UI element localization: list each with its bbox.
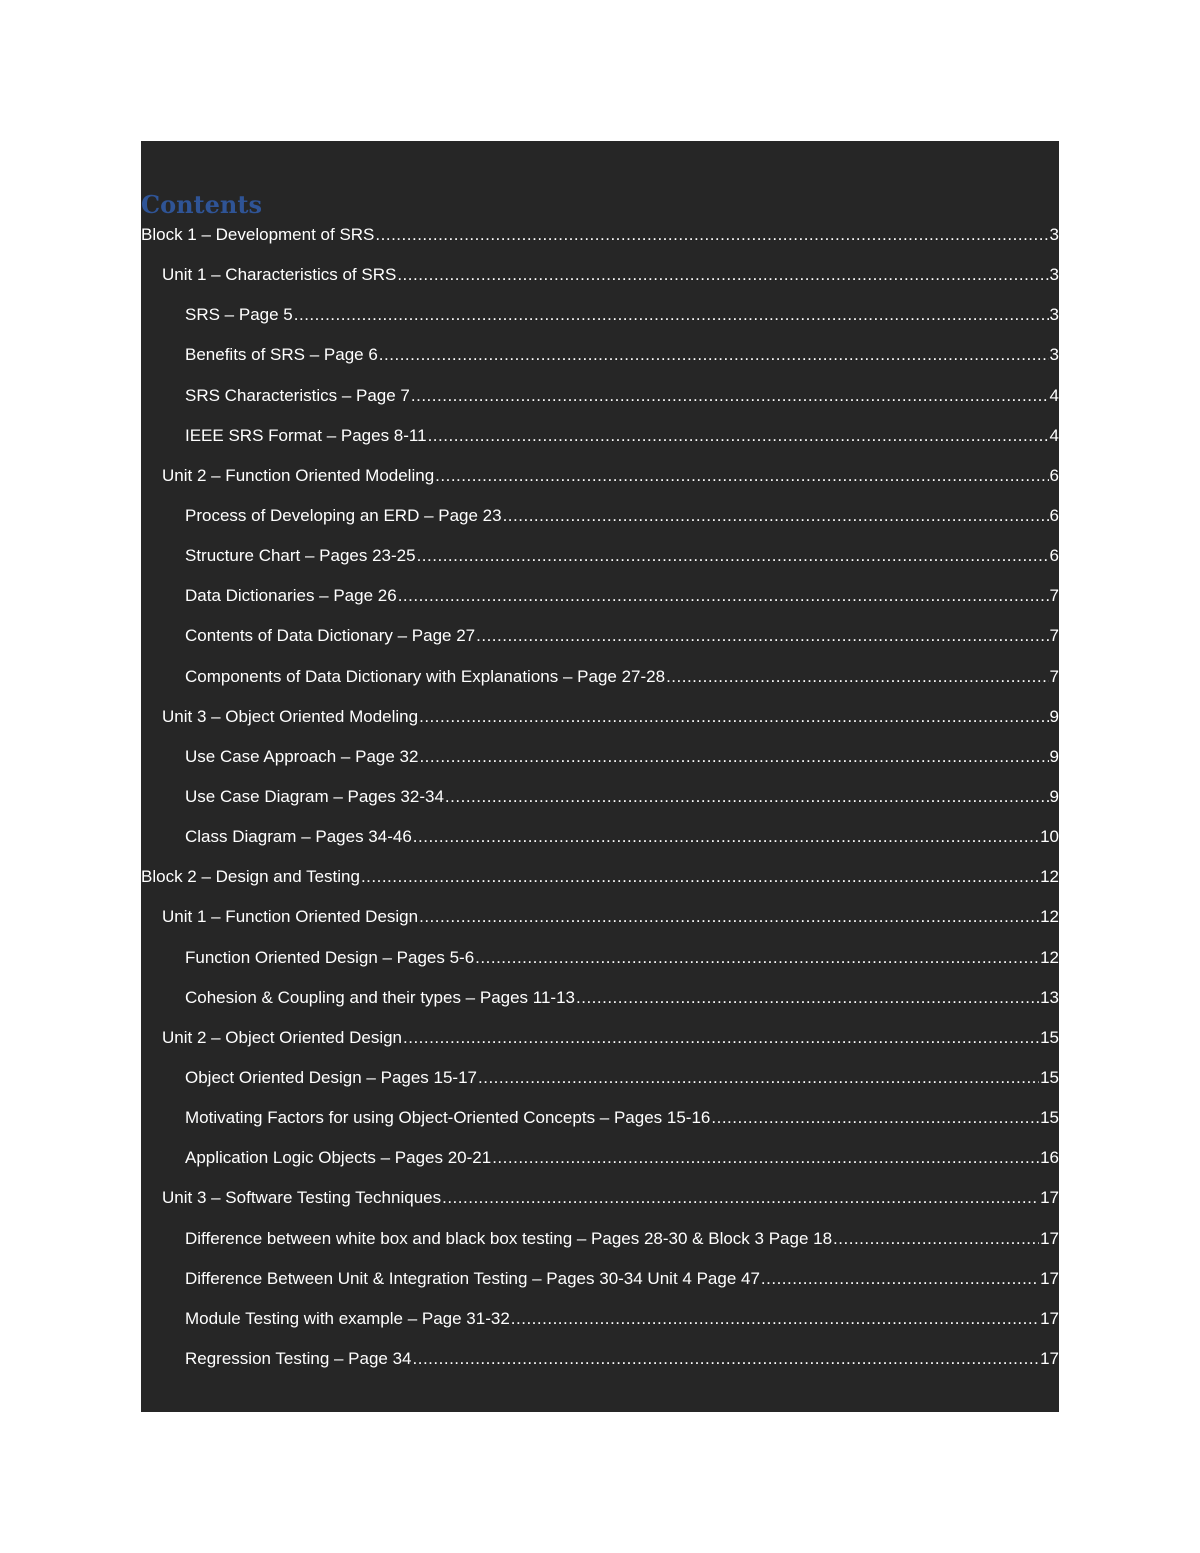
- toc-entry-text: Process of Developing an ERD – Page 23: [185, 505, 502, 525]
- toc-entry-text: Unit 1 – Characteristics of SRS: [162, 265, 397, 285]
- toc-page-number: 4: [1049, 425, 1059, 445]
- toc-page-number: 17: [1040, 1268, 1059, 1288]
- toc-entry[interactable]: [141, 546, 1059, 586]
- toc-dot-leader: [294, 305, 1049, 325]
- toc-entry[interactable]: [141, 626, 1059, 666]
- toc-page-number: 9: [1049, 746, 1059, 766]
- toc-entry-text: Unit 2 – Function Oriented Modeling: [162, 465, 435, 485]
- toc-dot-leader: [361, 867, 1039, 887]
- toc-entry[interactable]: [141, 225, 1059, 265]
- toc-dot-leader: [411, 386, 1049, 406]
- toc-page-number: 7: [1049, 586, 1059, 606]
- toc-page-number: 15: [1040, 1108, 1059, 1128]
- toc-entry[interactable]: [141, 667, 1059, 707]
- toc-entry[interactable]: [141, 1229, 1059, 1269]
- toc-entry[interactable]: [141, 426, 1059, 466]
- toc-entry-text: Use Case Approach – Page 32: [185, 746, 419, 766]
- toc-dot-leader: [413, 827, 1039, 847]
- toc-page-number: 3: [1049, 265, 1059, 285]
- toc-page-number: 16: [1040, 1148, 1059, 1168]
- toc-entry[interactable]: [141, 747, 1059, 787]
- toc-page-number: 3: [1049, 305, 1059, 325]
- toc-page-number: 6: [1049, 465, 1059, 485]
- toc-entry[interactable]: [141, 1349, 1059, 1389]
- toc-dot-leader: [375, 225, 1048, 245]
- toc-entry[interactable]: [141, 506, 1059, 546]
- toc-dot-leader: [475, 948, 1039, 968]
- toc-dot-leader: [403, 1028, 1039, 1048]
- toc-entry[interactable]: [141, 827, 1059, 867]
- toc-page-number: 9: [1049, 786, 1059, 806]
- toc-entry[interactable]: [141, 707, 1059, 747]
- toc-title: Contents: [141, 190, 262, 219]
- toc-page-number: 6: [1049, 505, 1059, 525]
- toc-entry-text: Block 2 – Design and Testing: [141, 867, 360, 887]
- toc-dot-leader: [398, 586, 1049, 606]
- toc-entry[interactable]: [141, 1028, 1059, 1068]
- toc-dot-leader: [379, 345, 1049, 365]
- toc-entry[interactable]: [141, 907, 1059, 947]
- toc-entry[interactable]: [141, 1188, 1059, 1228]
- toc-dot-leader: [413, 1349, 1040, 1369]
- toc-panel: [141, 141, 1059, 1412]
- toc-entry[interactable]: [141, 1108, 1059, 1148]
- toc-dot-leader: [576, 988, 1039, 1008]
- toc-dot-leader: [442, 1188, 1039, 1208]
- toc-page-number: 15: [1040, 1067, 1059, 1087]
- toc-entry-text: SRS Characteristics – Page 7: [185, 385, 410, 405]
- toc-entry[interactable]: [141, 305, 1059, 345]
- toc-dot-leader: [511, 1309, 1039, 1329]
- toc-entry-text: Function Oriented Design – Pages 5-6: [185, 947, 475, 967]
- toc-entry-text: Unit 2 – Object Oriented Design: [162, 1027, 403, 1047]
- toc-entry-text: Block 1 – Development of SRS: [141, 225, 375, 244]
- toc-entry-text: Object Oriented Design – Pages 15-17: [185, 1067, 478, 1087]
- toc-page-number: 12: [1040, 867, 1059, 887]
- toc-entry-text: Difference Between Unit & Integration Testing – Pages 30-34 Unit 4 Page 47: [185, 1268, 760, 1288]
- toc-entry-text: IEEE SRS Format – Pages 8-11: [185, 425, 427, 445]
- toc-dot-leader: [419, 907, 1039, 927]
- toc-dot-leader: [492, 1148, 1039, 1168]
- toc-entry-text: Difference between white box and black box testing – Pages 28-30 & Block 3 Page 18: [185, 1228, 833, 1248]
- toc-dot-leader: [417, 546, 1049, 566]
- toc-entry-text: Motivating Factors for using Object-Oriented Concepts – Pages 15-16: [185, 1108, 711, 1128]
- toc-entry[interactable]: [141, 345, 1059, 385]
- toc-dot-leader: [761, 1269, 1039, 1289]
- toc-dot-leader: [666, 667, 1048, 687]
- toc-entry-text: Application Logic Objects – Pages 20-21: [185, 1148, 492, 1168]
- toc-dot-leader: [476, 626, 1048, 646]
- toc-entry-text: Components of Data Dictionary with Explanations – Page 27-28: [185, 666, 666, 686]
- toc-dot-leader: [419, 747, 1048, 767]
- toc-page-number: 4: [1049, 385, 1059, 405]
- toc-entry[interactable]: [141, 1309, 1059, 1349]
- toc-page-number: 3: [1049, 345, 1059, 365]
- toc-dot-leader: [711, 1108, 1039, 1128]
- toc-list: [141, 225, 1059, 1389]
- toc-page-number: 12: [1040, 947, 1059, 967]
- toc-entry[interactable]: [141, 1068, 1059, 1108]
- toc-page-number: 17: [1040, 1348, 1059, 1368]
- toc-entry-text: Contents of Data Dictionary – Page 27: [185, 626, 476, 646]
- toc-entry-text: Structure Chart – Pages 23-25: [185, 546, 416, 566]
- toc-page-number: 6: [1049, 546, 1059, 566]
- toc-entry-text: SRS – Page 5: [185, 305, 293, 325]
- toc-page-number: 17: [1040, 1188, 1059, 1208]
- toc-entry-text: Unit 3 – Software Testing Techniques: [162, 1188, 442, 1208]
- toc-page-number: 7: [1049, 666, 1059, 686]
- toc-entry-text: Class Diagram – Pages 34-46: [185, 827, 412, 847]
- toc-dot-leader: [428, 426, 1049, 446]
- toc-dot-leader: [445, 787, 1049, 807]
- toc-dot-leader: [833, 1229, 1039, 1249]
- toc-entry-text: Unit 3 – Object Oriented Modeling: [162, 706, 419, 726]
- toc-entry-text: Benefits of SRS – Page 6: [185, 345, 378, 365]
- toc-page-number: 15: [1040, 1027, 1059, 1047]
- toc-dot-leader: [435, 466, 1048, 486]
- toc-entry-text: Module Testing with example – Page 31-32: [185, 1308, 510, 1328]
- toc-entry[interactable]: [141, 988, 1059, 1028]
- toc-entry-text: Use Case Diagram – Pages 32-34: [185, 786, 444, 806]
- toc-page-number: 7: [1049, 626, 1059, 646]
- toc-entry-text: Cohesion & Coupling and their types – Pages 11-13: [185, 987, 575, 1007]
- toc-entry[interactable]: [141, 787, 1059, 827]
- toc-entry-text: Data Dictionaries – Page 26: [185, 586, 397, 606]
- toc-page-number: 9: [1049, 706, 1059, 726]
- toc-entry[interactable]: [141, 1269, 1059, 1309]
- toc-dot-leader: [478, 1068, 1039, 1088]
- toc-entry[interactable]: [141, 586, 1059, 626]
- toc-page-number: 3: [1049, 225, 1059, 244]
- toc-entry[interactable]: [141, 867, 1059, 907]
- toc-page-number: 10: [1040, 827, 1059, 847]
- toc-dot-leader: [397, 265, 1048, 285]
- toc-entry-text: Regression Testing – Page 34: [185, 1348, 412, 1368]
- toc-entry[interactable]: [141, 1148, 1059, 1188]
- toc-entry[interactable]: [141, 948, 1059, 988]
- toc-dot-leader: [503, 506, 1049, 526]
- toc-page-number: 17: [1040, 1228, 1059, 1248]
- toc-entry[interactable]: [141, 466, 1059, 506]
- toc-entry-text: Unit 1 – Function Oriented Design: [162, 907, 419, 927]
- toc-page-number: 13: [1040, 987, 1059, 1007]
- toc-page-number: 12: [1040, 907, 1059, 927]
- toc-page-number: 17: [1040, 1308, 1059, 1328]
- toc-entry[interactable]: [141, 386, 1059, 426]
- toc-dot-leader: [419, 707, 1048, 727]
- toc-entry[interactable]: [141, 265, 1059, 305]
